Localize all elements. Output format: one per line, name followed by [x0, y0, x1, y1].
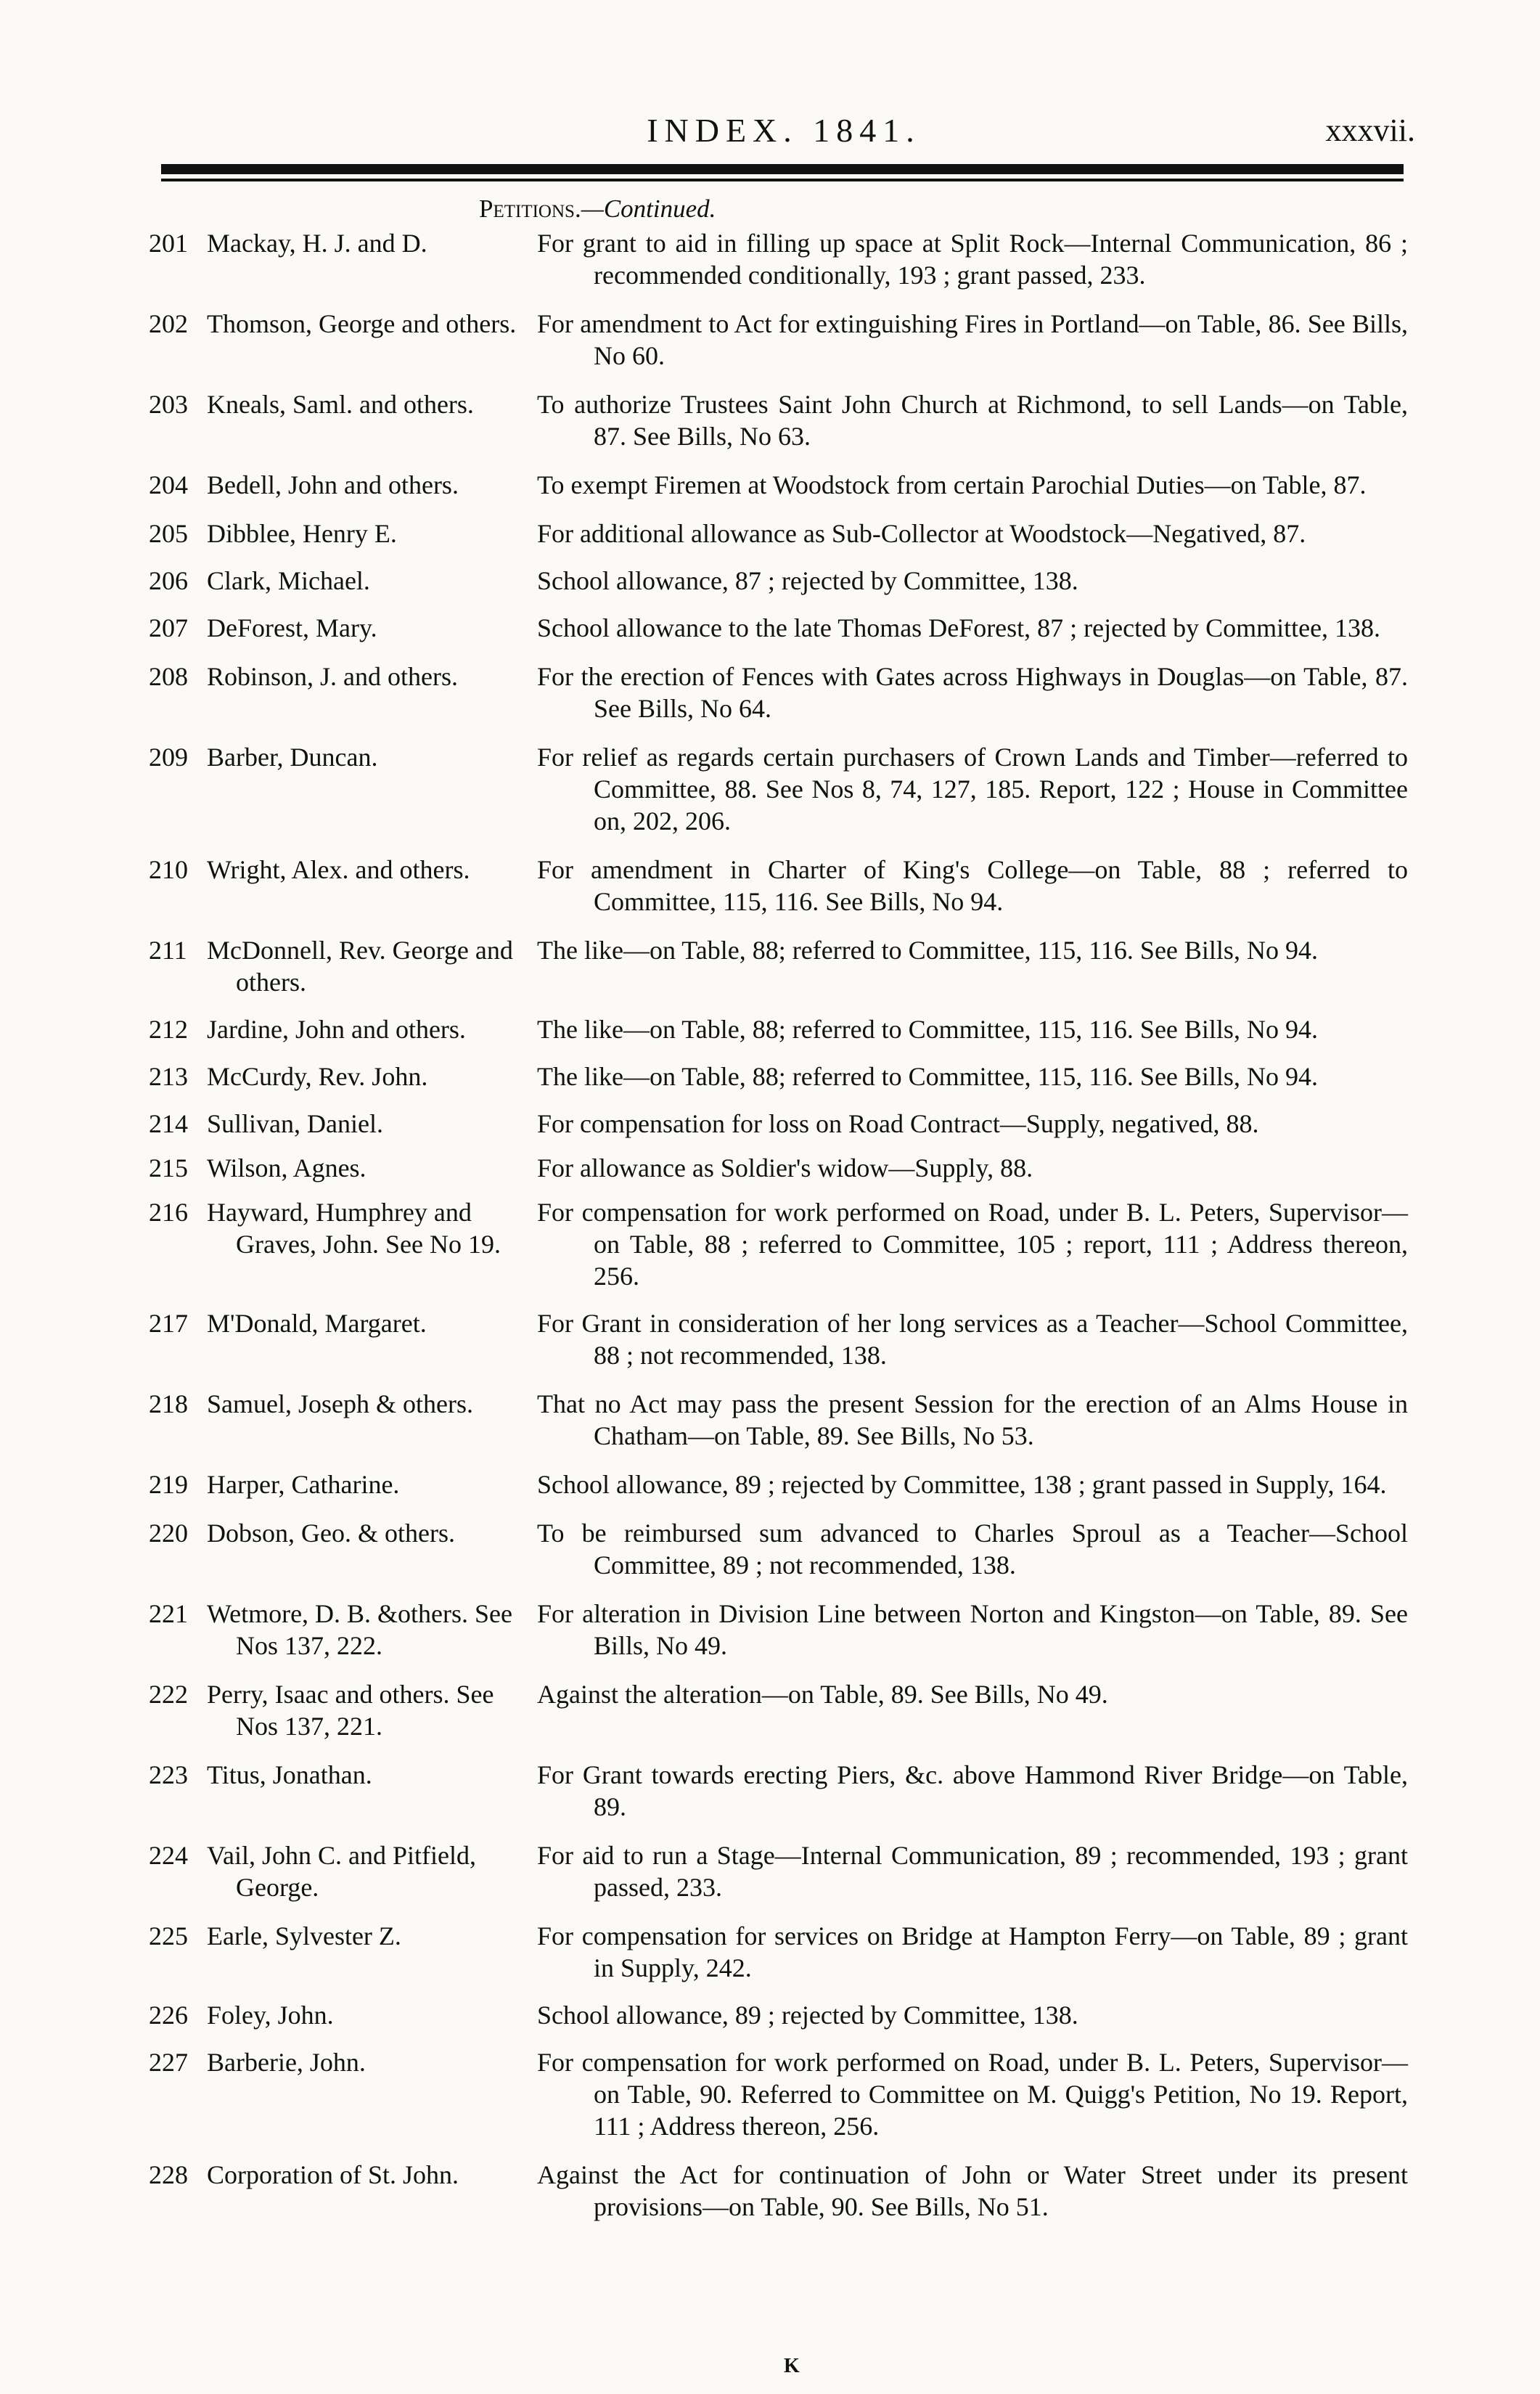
entry-number: 204 [149, 470, 188, 499]
index-entry [149, 1061, 1415, 1092]
index-entry [149, 1598, 1415, 1662]
entry-number: 211 [149, 936, 187, 965]
header-rule-thin [161, 179, 1404, 181]
index-entry [149, 854, 1415, 918]
section-heading [479, 193, 716, 225]
entry-number: 202 [149, 309, 188, 338]
petitioner-name: Earle, Sylvester Z. [207, 1921, 401, 1950]
petitioner-name: Samuel, Joseph & others. [207, 1389, 473, 1418]
entry-number: 215 [149, 1153, 188, 1182]
petition-index-list [149, 227, 1415, 2223]
entry-number: 209 [149, 743, 188, 772]
petition-description: The like—on Table, 88; referred to Committee, 115, 116. See Bills, No 94. [537, 936, 1318, 965]
entry-number: 210 [149, 855, 188, 884]
petition-description: For alteration in Division Line between Norton and Kingston—on Table, 89. See Bills, No 49. [537, 1599, 1408, 1660]
page-number: xxxvii. [1325, 113, 1415, 148]
entry-number: 226 [149, 2001, 188, 2030]
index-entry [149, 934, 1415, 998]
petitioner-name: Dobson, Geo. & others. [207, 1519, 455, 1548]
index-entry [149, 1839, 1415, 1903]
index-entry [149, 1196, 1415, 1292]
index-entry [149, 1152, 1415, 1184]
entry-number: 206 [149, 566, 188, 595]
petition-description: The like—on Table, 88; referred to Committee, 115, 116. See Bills, No 94. [537, 1015, 1318, 1044]
index-entry [149, 1920, 1415, 1984]
entry-number: 227 [149, 2048, 188, 2077]
entry-number: 216 [149, 1198, 188, 1227]
petitioner-name: Kneals, Saml. and others. [207, 390, 474, 419]
petitioner-name: Jardine, John and others. [207, 1015, 466, 1044]
index-entry [149, 612, 1415, 644]
running-header [152, 109, 1415, 152]
index-entry [149, 565, 1415, 597]
petition-description: School allowance, 87 ; rejected by Committee, 138. [537, 566, 1078, 595]
petition-description: For compensation for work performed on Road, under B. L. Peters, Supervisor—on Table, 88 ; referred to Committee, 105 ; report, 111 ; Address thereon, 256. [537, 1198, 1408, 1291]
index-entry [149, 518, 1415, 550]
petition-description: School allowance, 89 ; rejected by Committee, 138. [537, 2001, 1078, 2030]
entry-number: 223 [149, 1760, 188, 1789]
index-entry [149, 1468, 1415, 1500]
index-entry [149, 661, 1415, 724]
petition-description: For Grant towards erecting Piers, &c. above Hammond River Bridge—on Table, 89. [537, 1760, 1408, 1821]
entry-number: 225 [149, 1921, 188, 1950]
petitioner-name: Bedell, John and others. [207, 470, 459, 499]
entry-number: 217 [149, 1309, 188, 1338]
petitioner-name: M'Donald, Margaret. [207, 1309, 427, 1338]
entry-number: 201 [149, 229, 188, 258]
petition-description: For the erection of Fences with Gates across Highways in Douglas—on Table, 87. See Bills, No 64. [537, 662, 1408, 723]
petitioner-name: Wetmore, D. B. &others. See Nos 137, 222. [207, 1599, 513, 1660]
petitioner-name: Mackay, H. J. and D. [207, 229, 427, 258]
petition-description: To authorize Trustees Saint John Church at Richmond, to sell Lands—on Table, 87. See Bills, No 63. [537, 390, 1408, 451]
petitioner-name: Wright, Alex. and others. [207, 855, 470, 884]
entry-number: 207 [149, 613, 188, 642]
index-entry [149, 2159, 1415, 2223]
petitioner-name: Dibblee, Henry E. [207, 519, 397, 548]
petitioner-name: Perry, Isaac and others. See Nos 137, 221. [207, 1680, 494, 1741]
index-entry [149, 1013, 1415, 1045]
entry-number: 228 [149, 2160, 188, 2189]
index-entry [149, 1999, 1415, 2031]
petition-description: For Grant in consideration of her long services as a Teacher—School Committee, 88 ; not recommended, 138. [537, 1309, 1408, 1370]
index-entry [149, 388, 1415, 452]
petition-description: For compensation for loss on Road Contract—Supply, negatived, 88. [537, 1109, 1259, 1138]
petitioner-name: Thomson, George and others. [207, 309, 517, 338]
printer-signature-mark: K [784, 2355, 800, 2377]
entry-number: 219 [149, 1470, 188, 1499]
petition-description: For grant to aid in filling up space at Split Rock—Internal Communication, 86 ; recommended conditionally, 193 ; grant passed, 233. [537, 229, 1408, 290]
index-entry [149, 1759, 1415, 1823]
petitioner-name: Barber, Duncan. [207, 743, 378, 772]
entry-number: 221 [149, 1599, 188, 1628]
petitioner-name: Titus, Jonathan. [207, 1760, 372, 1789]
entry-number: 203 [149, 390, 188, 419]
entry-number: 214 [149, 1109, 188, 1138]
petition-description: To exempt Firemen at Woodstock from certain Parochial Duties—on Table, 87. [537, 470, 1367, 499]
petition-description: School allowance, 89 ; rejected by Committee, 138 ; grant passed in Supply, 164. [537, 1470, 1387, 1499]
petition-description: For aid to run a Stage—Internal Communication, 89 ; recommended, 193 ; grant passed, 233. [537, 1841, 1408, 1902]
petitioner-name: Clark, Michael. [207, 566, 370, 595]
petition-description: For allowance as Soldier's widow—Supply, 88. [537, 1153, 1033, 1182]
entry-number: 222 [149, 1680, 188, 1709]
petition-description: Against the alteration—on Table, 89. See Bills, No 49. [537, 1680, 1108, 1709]
index-entry [149, 1388, 1415, 1452]
petition-description: That no Act may pass the present Session for the erection of an Alms House in Chatham—on Table, 89. See Bills, No 53. [537, 1389, 1408, 1450]
entry-number: 220 [149, 1519, 188, 1548]
header-rule-thick [161, 164, 1404, 174]
petition-description: For relief as regards certain purchasers of Crown Lands and Timber—referred to Committee, 88. See Nos 8, 74, 127, 185. Report, 122 ; House in Committee on, 202, 206. [537, 743, 1408, 836]
index-entry [149, 227, 1415, 291]
petition-description: Against the Act for continuation of John or Water Street under its present provisions—on Table, 90. See Bills, No 51. [537, 2160, 1408, 2221]
petitioner-name: Hayward, Humphrey and Graves, John. See No 19. [207, 1198, 501, 1259]
petitioner-name: DeForest, Mary. [207, 613, 377, 642]
index-entry [149, 1517, 1415, 1581]
petitioner-name: McDonnell, Rev. George and others. [207, 936, 513, 997]
index-entry [149, 1307, 1415, 1371]
petitioner-name: Vail, John C. and Pitfield, George. [207, 1841, 476, 1902]
index-entry [149, 1108, 1415, 1140]
entry-number: 208 [149, 662, 188, 691]
page-title: INDEX. 1841. [647, 112, 921, 149]
index-entry [149, 308, 1415, 372]
petitioner-name: Corporation of St. John. [207, 2160, 459, 2189]
entry-number: 224 [149, 1841, 188, 1870]
petition-description: For compensation for services on Bridge at Hampton Ferry—on Table, 89 ; grant in Supply, 242. [537, 1921, 1408, 1982]
petitioner-name: McCurdy, Rev. John. [207, 1062, 428, 1091]
petition-description: For compensation for work performed on Road, under B. L. Peters, Supervisor—on Table, 90. Referred to Committee on M. Quigg's Petition, No 19. Report, 111 ; Address thereon, 256. [537, 2048, 1408, 2141]
section-title: Petitions. [479, 195, 581, 223]
petitioner-name: Wilson, Agnes. [207, 1153, 366, 1182]
entry-number: 218 [149, 1389, 188, 1418]
index-entry [149, 2046, 1415, 2142]
petitioner-name: Sullivan, Daniel. [207, 1109, 383, 1138]
index-entry [149, 1678, 1415, 1742]
petition-description: For amendment to Act for extinguishing Fires in Portland—on Table, 86. See Bills, No 60. [537, 309, 1408, 370]
petitioner-name: Barberie, John. [207, 2048, 366, 2077]
section-continued: —Continued. [581, 195, 716, 223]
entry-number: 205 [149, 519, 188, 548]
petitioner-name: Foley, John. [207, 2001, 334, 2030]
petition-description: School allowance to the late Thomas DeForest, 87 ; rejected by Committee, 138. [537, 613, 1381, 642]
petition-description: For additional allowance as Sub-Collector at Woodstock—Negatived, 87. [537, 519, 1306, 548]
index-entry [149, 741, 1415, 837]
petition-description: To be reimbursed sum advanced to Charles Sproul as a Teacher—School Committee, 89 ; not recommended, 138. [537, 1519, 1408, 1580]
entry-number: 212 [149, 1015, 188, 1044]
index-entry [149, 469, 1415, 501]
petitioner-name: Robinson, J. and others. [207, 662, 458, 691]
entry-number: 213 [149, 1062, 188, 1091]
petition-description: The like—on Table, 88; referred to Committee, 115, 116. See Bills, No 94. [537, 1062, 1318, 1091]
petitioner-name: Harper, Catharine. [207, 1470, 400, 1499]
petition-description: For amendment in Charter of King's College—on Table, 88 ; referred to Committee, 115, 116. See Bills, No 94. [537, 855, 1408, 916]
